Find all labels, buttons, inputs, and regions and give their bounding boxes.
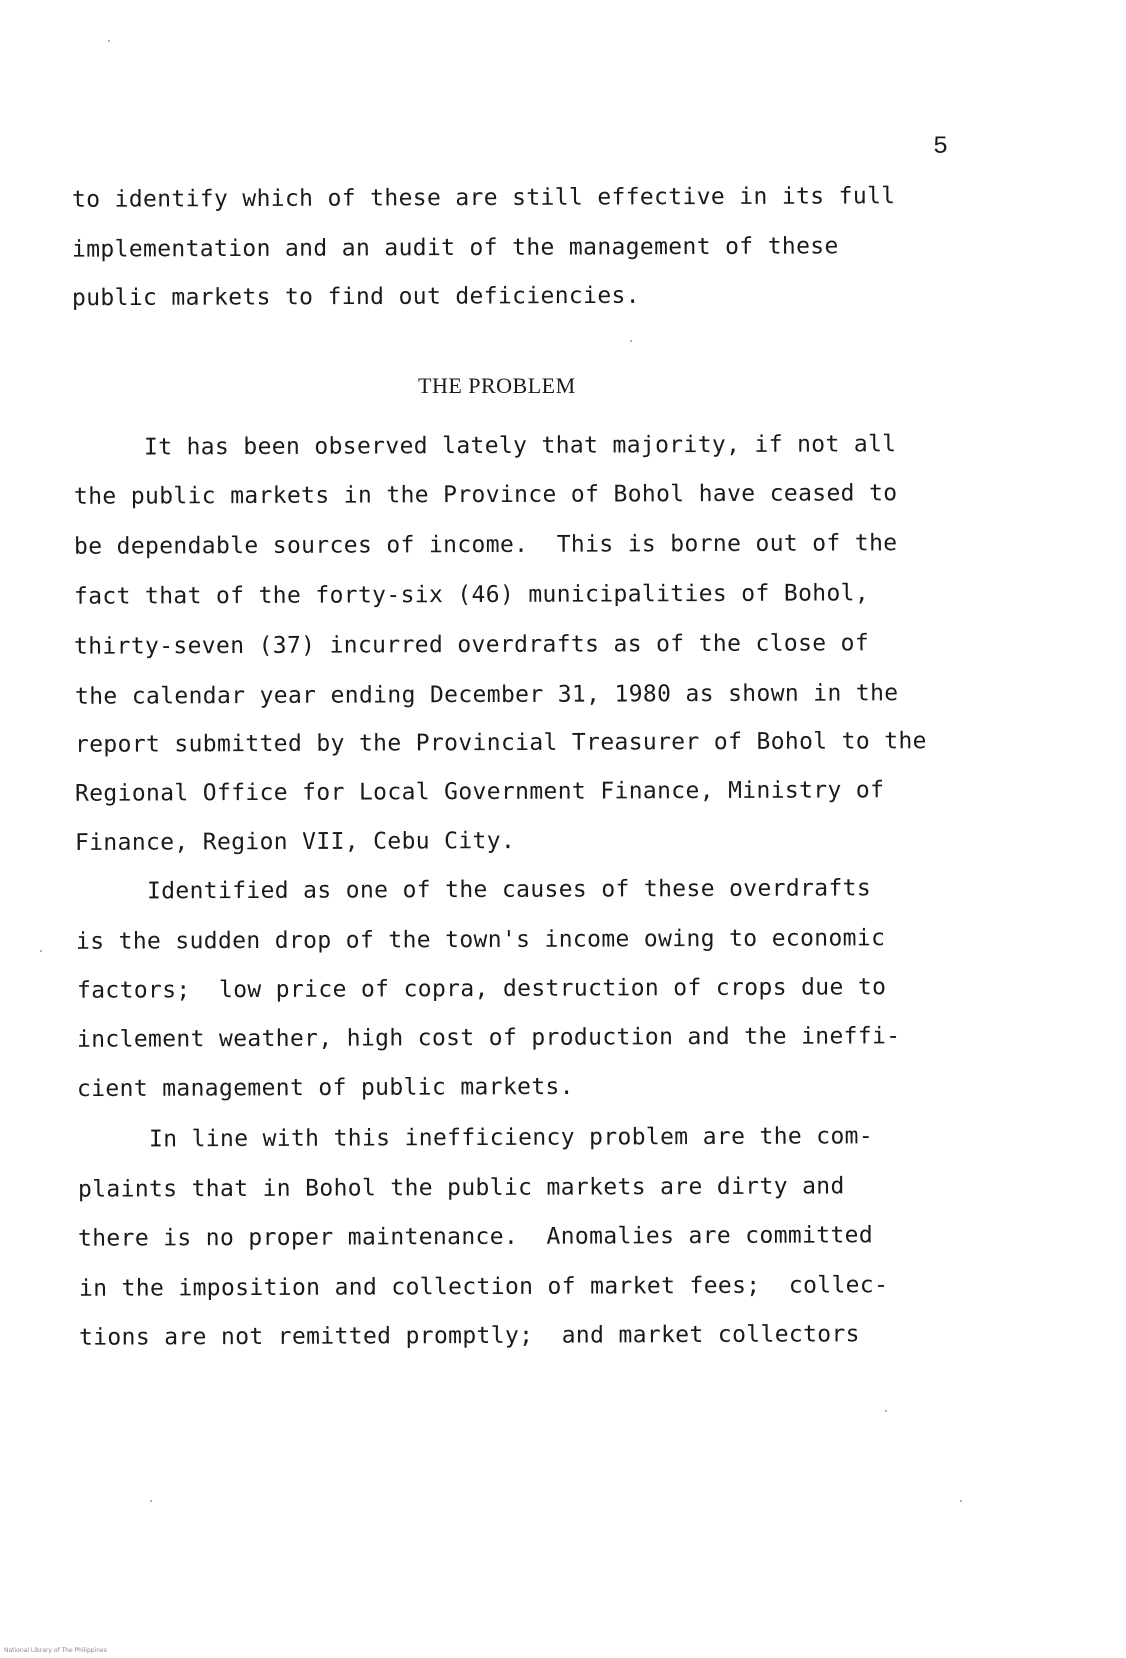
paragraph-line: is the sudden drop of the town's income owing to economic bbox=[75, 925, 886, 955]
paragraph-line: Identified as one of the causes of these overdrafts bbox=[75, 875, 872, 905]
scan-speck bbox=[108, 40, 110, 42]
paragraph-line: report submitted by the Provincial Treasurer of Bohol to the bbox=[74, 728, 927, 758]
paragraph-line: be dependable sources of income. This is borne out of the bbox=[73, 530, 898, 560]
paragraph-line: cient management of public markets. bbox=[76, 1073, 574, 1103]
paragraph-line: thirty-seven (37) incurred overdrafts as of the close of bbox=[73, 630, 870, 660]
paragraph-line: In line with this inefficiency problem are the com- bbox=[77, 1123, 874, 1153]
paragraph-line: factors; low price of copra, destruction of crops due to bbox=[76, 974, 887, 1004]
paragraph-line: plaints that in Bohol the public markets are dirty and bbox=[77, 1173, 845, 1203]
text-line: to identify which of these are still effective in its full bbox=[71, 183, 896, 213]
scan-speck bbox=[40, 950, 42, 952]
scan-speck bbox=[630, 340, 632, 342]
text-line: implementation and an audit of the management of these bbox=[71, 233, 839, 263]
scan-footer: National Library of The Philippines bbox=[4, 1647, 107, 1654]
paragraph-line: in the imposition and collection of market fees; collec- bbox=[78, 1272, 889, 1302]
scan-speck bbox=[150, 1500, 152, 1502]
scan-speck bbox=[960, 1500, 962, 1502]
paragraph-line: Regional Office for Local Government Finance, Ministry of bbox=[74, 777, 885, 807]
paragraph-line: the calendar year ending December 31, 1980 as shown in the bbox=[74, 680, 899, 710]
paragraph-line: It has been observed lately that majority, if not all bbox=[72, 431, 897, 461]
scan-speck bbox=[885, 1410, 887, 1412]
paragraph-line: inclement weather, high cost of production and the ineffi- bbox=[76, 1023, 901, 1053]
paragraph-line: the public markets in the Province of Bohol have ceased to bbox=[73, 480, 898, 510]
paragraph-line: Finance, Region VII, Cebu City. bbox=[74, 828, 516, 856]
page-number: 5 bbox=[933, 132, 949, 161]
paragraph-line: tions are not remitted promptly; and market collectors bbox=[78, 1321, 860, 1351]
text-line: public markets to find out deficiencies. bbox=[71, 282, 640, 312]
paragraph-line: fact that of the forty-six (46) municipalities of Bohol, bbox=[73, 580, 870, 610]
paragraph-line: there is no proper maintenance. Anomalies are committed bbox=[77, 1222, 874, 1252]
section-heading: THE PROBLEM bbox=[418, 373, 576, 398]
